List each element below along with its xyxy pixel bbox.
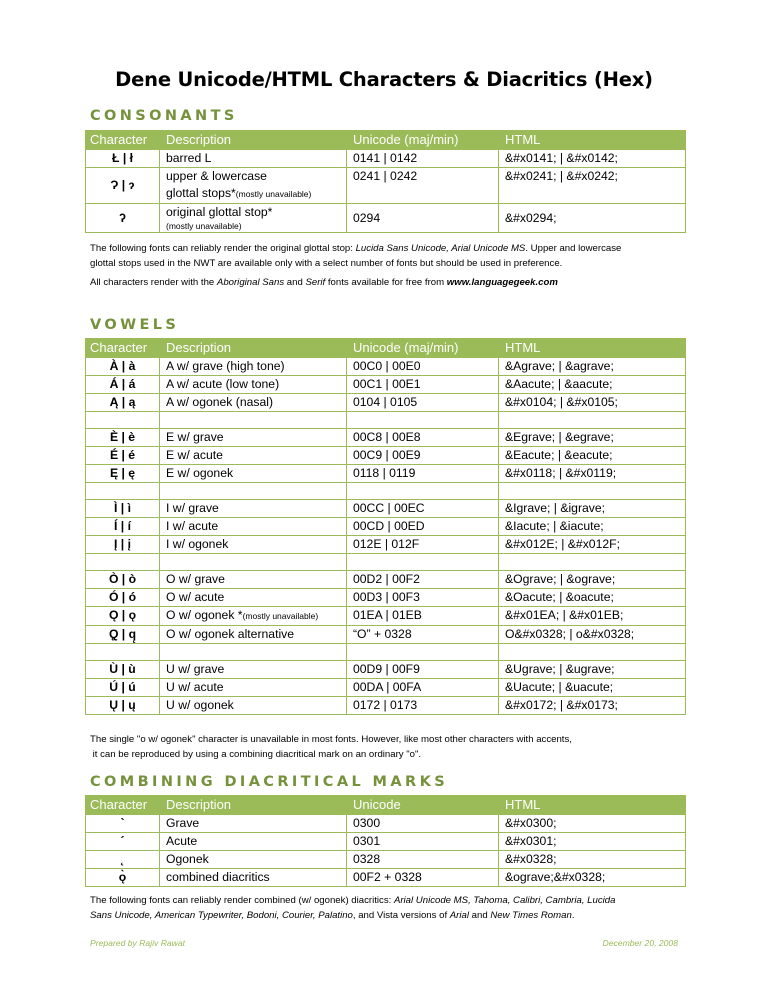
table-row xyxy=(86,536,686,554)
html-cell: &Ugrave; | &ugrave; xyxy=(499,661,686,679)
character-cell: Ó | ó xyxy=(86,589,160,607)
empty-cell xyxy=(347,483,499,500)
website-link[interactable]: www.languagegeek.com xyxy=(446,277,558,288)
combined-fonts-note xyxy=(90,894,690,923)
description-text: A w/ acute (low tone) xyxy=(166,377,280,391)
description-cell xyxy=(160,168,347,204)
empty-cell xyxy=(347,554,499,571)
combining-heading: COMBINING DIACRITICAL MARKS xyxy=(90,774,449,790)
availability-note: (mostly unavailable) xyxy=(242,611,319,621)
note-text: fonts available for free from xyxy=(325,277,447,288)
table-row xyxy=(86,626,686,644)
description-cell xyxy=(160,518,347,536)
table-row xyxy=(86,394,686,412)
empty-cell xyxy=(160,412,347,429)
description-text: I w/ ogonek xyxy=(166,537,229,551)
note-text: . xyxy=(571,909,575,921)
character-cell: Ą | ą xyxy=(86,394,160,412)
character-cell: Ę | ę xyxy=(86,465,160,483)
description-line: glottal stops* xyxy=(166,186,236,200)
description-cell: Grave xyxy=(160,815,347,833)
character-cell: ˛ xyxy=(86,851,160,869)
glottal-stop-note xyxy=(90,242,690,271)
unicode-cell: 00D2 | 00F2 xyxy=(347,571,499,589)
description-cell xyxy=(160,447,347,465)
empty-cell xyxy=(347,644,499,661)
description-cell xyxy=(160,394,347,412)
character-cell: Í | í xyxy=(86,518,160,536)
table-row xyxy=(86,518,686,536)
note-text: The following fonts can reliably render combined (w/ ogonek) diacritics: xyxy=(90,895,394,906)
table-header-row xyxy=(86,339,686,358)
character-cell: ǫ̀ xyxy=(86,869,160,887)
vowels-heading: VOWELS xyxy=(90,317,180,333)
description-text: O w/ ogonek * xyxy=(166,608,243,622)
description-cell xyxy=(160,376,347,394)
html-cell: &#x01EA; | &#x01EB; xyxy=(499,607,686,626)
character-cell: Á | á xyxy=(86,376,160,394)
table-row xyxy=(86,447,686,465)
description-cell xyxy=(160,571,347,589)
empty-cell xyxy=(499,412,686,429)
description-cell: combined diacritics xyxy=(160,869,347,887)
table-row xyxy=(86,465,686,483)
unicode-cell: 00D3 | 00F3 xyxy=(347,589,499,607)
table-row xyxy=(86,589,686,607)
description-text: E w/ acute xyxy=(166,448,223,462)
empty-cell xyxy=(160,554,347,571)
unicode-cell: 00D9 | 00F9 xyxy=(347,661,499,679)
unicode-cell: 0104 | 0105 xyxy=(347,394,499,412)
unicode-cell: 0301 xyxy=(347,833,499,851)
page-title: Dene Unicode/HTML Characters & Diacritics (Hex) xyxy=(115,68,653,91)
header-html: HTML xyxy=(499,339,686,358)
description-cell xyxy=(160,500,347,518)
description-text: A w/ ogonek (nasal) xyxy=(166,395,274,409)
unicode-cell: 00F2 + 0328 xyxy=(347,869,499,887)
description-text: O w/ grave xyxy=(166,572,225,586)
note-text: All characters render with the xyxy=(90,277,217,288)
table-row xyxy=(86,607,686,626)
header-unicode: Unicode (maj/min) xyxy=(347,131,499,150)
description-cell xyxy=(160,429,347,447)
html-cell: &#x012E; | &#x012F; xyxy=(499,536,686,554)
table-row xyxy=(86,358,686,376)
empty-cell xyxy=(160,483,347,500)
table-row xyxy=(86,204,686,233)
character-cell: Ù | ù xyxy=(86,661,160,679)
footer-author: Prepared by Rajiv Rawat xyxy=(90,938,186,948)
note-font-name: Aboriginal Sans xyxy=(216,277,285,288)
html-cell: O&#x0328; | o&#x0328; xyxy=(499,626,686,644)
description-text: O w/ acute xyxy=(166,590,225,604)
note-text: it can be reproduced by using a combining diacritical mark on an ordinary "o". xyxy=(92,748,422,760)
note-text: . Upper and lowercase xyxy=(525,243,622,254)
description-cell xyxy=(160,679,347,697)
unicode-cell: “O” + 0328 xyxy=(347,626,499,644)
table-row xyxy=(86,869,686,887)
description-cell xyxy=(160,536,347,554)
empty-cell xyxy=(347,412,499,429)
html-cell: &ograve;&#x0328; xyxy=(499,869,686,887)
table-row xyxy=(86,697,686,715)
header-html: HTML xyxy=(499,796,686,815)
header-character: Character xyxy=(86,131,160,150)
description-cell xyxy=(160,204,347,233)
html-cell: &#x0172; | &#x0173; xyxy=(499,697,686,715)
character-cell: ´ xyxy=(86,833,160,851)
html-cell: &Ograve; | &ograve; xyxy=(499,571,686,589)
unicode-cell: 00DA | 00FA xyxy=(347,679,499,697)
vowels-table-body xyxy=(86,358,686,715)
description-text: U w/ acute xyxy=(166,680,224,694)
table-row xyxy=(86,168,686,204)
table-row xyxy=(86,851,686,869)
description-cell xyxy=(160,626,347,644)
character-cell: Ł | ł xyxy=(86,150,160,168)
consonants-heading: CONSONANTS xyxy=(90,108,238,124)
table-row xyxy=(86,429,686,447)
character-cell: É | é xyxy=(86,447,160,465)
character-cell: Q̨ | q̨ xyxy=(86,626,160,644)
unicode-cell: 012E | 012F xyxy=(347,536,499,554)
unicode-cell: 0241 | 0242 xyxy=(347,168,499,204)
empty-cell xyxy=(86,412,160,429)
html-cell: &#x0141; | &#x0142; xyxy=(499,150,686,168)
note-font-names: Lucida Sans Unicode, Arial Unicode MS xyxy=(355,243,526,254)
empty-cell xyxy=(86,644,160,661)
html-cell: &Oacute; | &oacute; xyxy=(499,589,686,607)
description-text: U w/ grave xyxy=(166,662,225,676)
description-cell xyxy=(160,661,347,679)
table-row xyxy=(86,815,686,833)
description-text: O w/ ogonek alternative xyxy=(166,627,295,641)
character-cell: À | à xyxy=(86,358,160,376)
spacer-row xyxy=(86,644,686,661)
character-cell: Ú | ú xyxy=(86,679,160,697)
note-text: and xyxy=(284,277,306,288)
note-font-name: Serif xyxy=(305,277,326,288)
empty-cell xyxy=(86,554,160,571)
table-row xyxy=(86,376,686,394)
character-cell: ` xyxy=(86,815,160,833)
html-cell: &Igrave; | &igrave; xyxy=(499,500,686,518)
html-cell: &Egrave; | &egrave; xyxy=(499,429,686,447)
empty-cell xyxy=(86,483,160,500)
description-cell xyxy=(160,358,347,376)
description-text: I w/ grave xyxy=(166,501,219,515)
empty-cell xyxy=(499,483,686,500)
character-cell: Ǫ | ǫ xyxy=(86,607,160,626)
table-row xyxy=(86,833,686,851)
note-font-name: Arial xyxy=(449,909,469,921)
character-cell: Ì | ì xyxy=(86,500,160,518)
consonants-table xyxy=(85,130,686,233)
unicode-cell: 0141 | 0142 xyxy=(347,150,499,168)
header-description: Description xyxy=(160,796,347,815)
note-font-names: Arial Unicode MS, Tahoma, Calibri, Cambria, Lucida xyxy=(393,895,616,906)
html-cell: &#x0104; | &#x0105; xyxy=(499,394,686,412)
table-row xyxy=(86,500,686,518)
note-font-name: New Times Roman xyxy=(490,909,572,921)
unicode-cell: 00CC | 00EC xyxy=(347,500,499,518)
description-line: original glottal stop* xyxy=(166,205,273,219)
html-cell: &#x0328; xyxy=(499,851,686,869)
html-cell: &Iacute; | &iacute; xyxy=(499,518,686,536)
table-header-row xyxy=(86,796,686,815)
character-cell: Ɂ | ɂ xyxy=(86,168,160,204)
unicode-cell: 0118 | 0119 xyxy=(347,465,499,483)
description-cell xyxy=(160,589,347,607)
note-text: glottal stops used in the NWT are available only with a select number of fonts but should be used in preference. xyxy=(90,257,563,269)
table-row xyxy=(86,150,686,168)
fonts-note xyxy=(90,276,690,291)
character-cell: Ò | ò xyxy=(86,571,160,589)
unicode-cell: 00C1 | 00E1 xyxy=(347,376,499,394)
unicode-cell: 00C0 | 00E0 xyxy=(347,358,499,376)
note-font-names: Sans Unicode, American Typewriter, Bodoni, Courier, Palatino xyxy=(90,909,353,921)
combining-table xyxy=(85,795,686,887)
unicode-cell: 0300 xyxy=(347,815,499,833)
unicode-cell: 0294 xyxy=(347,204,499,233)
unicode-cell: 00C9 | 00E9 xyxy=(347,447,499,465)
note-text: , and Vista versions of xyxy=(352,909,450,921)
ogonek-note xyxy=(90,733,690,762)
unicode-cell: 0172 | 0173 xyxy=(347,697,499,715)
note-text: The single "o w/ ogonek" character is unavailable in most fonts. However, like most other characters with accents, xyxy=(90,734,572,745)
table-row xyxy=(86,661,686,679)
header-unicode: Unicode xyxy=(347,796,499,815)
description-cell: barred L xyxy=(160,150,347,168)
description-text: A w/ grave (high tone) xyxy=(166,359,285,373)
table-header-row xyxy=(86,131,686,150)
header-html: HTML xyxy=(499,131,686,150)
unicode-cell: 01EA | 01EB xyxy=(347,607,499,626)
empty-cell xyxy=(160,644,347,661)
html-cell: &Aacute; | &aacute; xyxy=(499,376,686,394)
description-text: U w/ ogonek xyxy=(166,698,234,712)
html-cell: &Agrave; | &agrave; xyxy=(499,358,686,376)
note-text: The following fonts can reliably render the original glottal stop: xyxy=(90,243,356,254)
description-text: I w/ acute xyxy=(166,519,219,533)
empty-cell xyxy=(499,644,686,661)
html-cell: &#x0118; | &#x0119; xyxy=(499,465,686,483)
description-cell: Acute xyxy=(160,833,347,851)
character-cell: Į | į xyxy=(86,536,160,554)
character-cell: ʔ xyxy=(86,204,160,233)
empty-cell xyxy=(499,554,686,571)
description-text: E w/ grave xyxy=(166,430,224,444)
description-cell xyxy=(160,465,347,483)
header-character: Character xyxy=(86,339,160,358)
html-cell: &#x0241; | &#x0242; xyxy=(499,168,686,204)
character-cell: È | è xyxy=(86,429,160,447)
unicode-cell: 00CD | 00ED xyxy=(347,518,499,536)
header-unicode: Unicode (maj/min) xyxy=(347,339,499,358)
spacer-row xyxy=(86,483,686,500)
description-text: E w/ ogonek xyxy=(166,466,234,480)
description-line: upper & lowercase xyxy=(166,169,267,183)
character-cell: Ų | ų xyxy=(86,697,160,715)
table-row xyxy=(86,679,686,697)
header-character: Character xyxy=(86,796,160,815)
html-cell: &Uacute; | &uacute; xyxy=(499,679,686,697)
html-cell: &#x0301; xyxy=(499,833,686,851)
availability-note: (mostly unavailable) xyxy=(166,221,242,231)
unicode-cell: 0328 xyxy=(347,851,499,869)
footer-date: December 20, 2008 xyxy=(602,938,678,948)
spacer-row xyxy=(86,412,686,429)
unicode-cell: 00C8 | 00E8 xyxy=(347,429,499,447)
description-cell xyxy=(160,607,347,626)
html-cell: &#x0294; xyxy=(499,204,686,233)
header-description: Description xyxy=(160,339,347,358)
description-cell: Ogonek xyxy=(160,851,347,869)
vowels-table xyxy=(85,338,686,715)
availability-note: (mostly unavailable) xyxy=(235,189,312,199)
description-cell xyxy=(160,697,347,715)
spacer-row xyxy=(86,554,686,571)
html-cell: &#x0300; xyxy=(499,815,686,833)
note-text: and xyxy=(468,909,491,921)
html-cell: &Eacute; | &eacute; xyxy=(499,447,686,465)
table-row xyxy=(86,571,686,589)
header-description: Description xyxy=(160,131,347,150)
